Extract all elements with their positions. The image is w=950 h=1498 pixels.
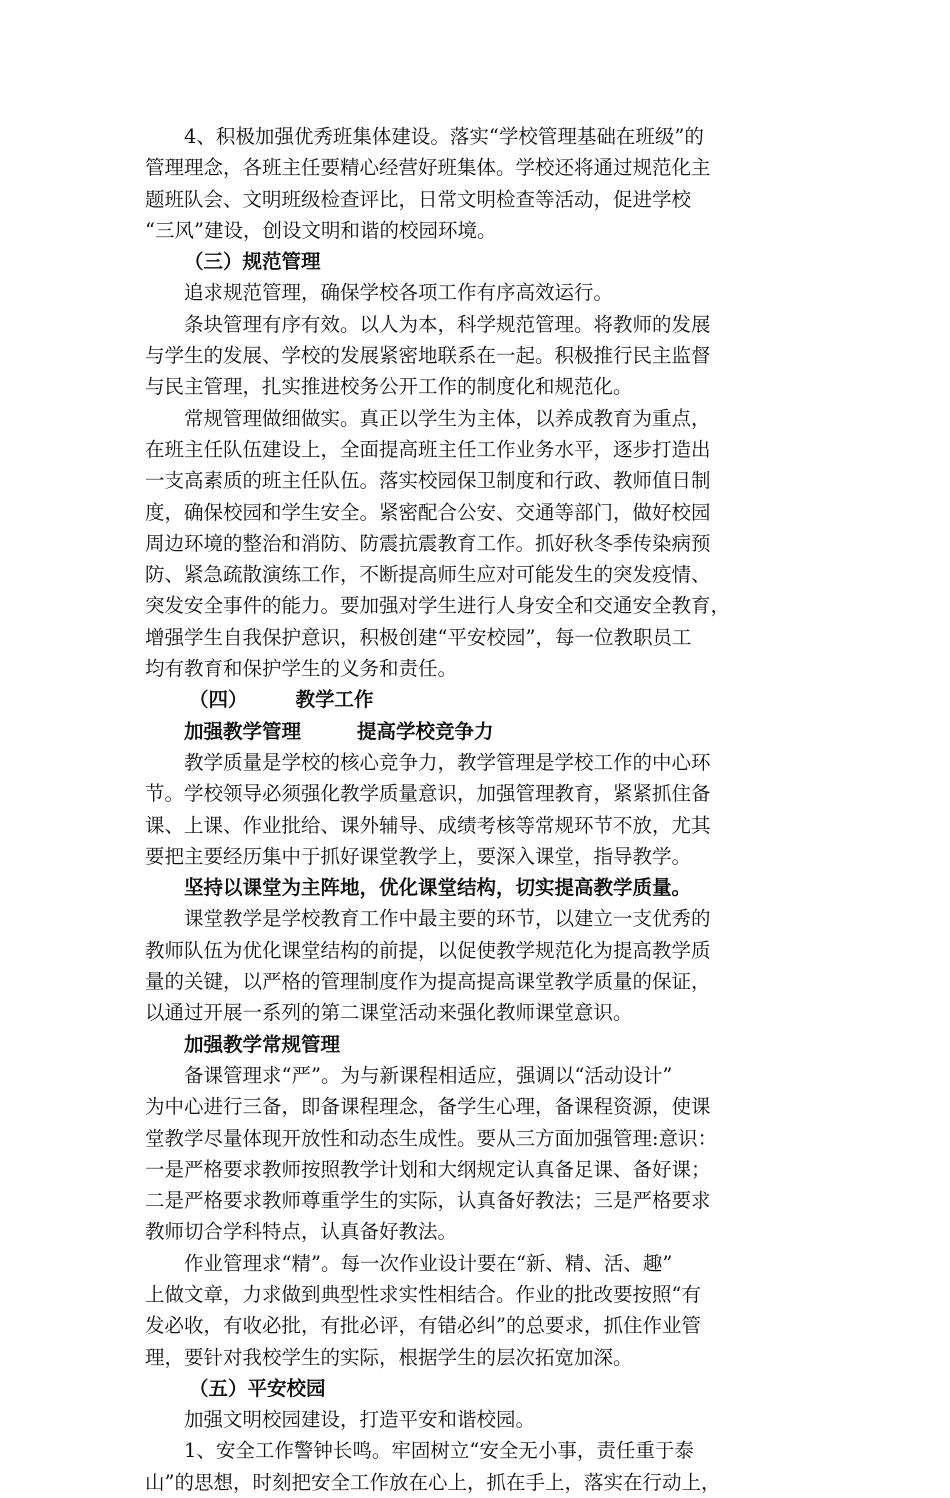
paragraph-line: 作业管理求“精”。每一次作业设计要在“新、精、活、趣”	[184, 1251, 673, 1275]
paragraph-line: 一支高素质的班主任队伍。落实校园保卫制度和行政、教师值日制	[145, 469, 711, 493]
paragraph-line: 堂教学尽量体现开放性和动态生成性。要从三方面加强管理:意识：	[145, 1126, 718, 1150]
section-number: （四）	[189, 688, 248, 712]
paragraph-line: 条块管理有序有效。以人为本，科学规范管理。将教师的发展	[184, 312, 711, 336]
paragraph-line: 量的关键，以严格的管理制度作为提高提高课堂教学质量的保证，	[145, 970, 711, 994]
paragraph-line: 节。学校领导必须强化教学质量意识，加强管理教育，紧紧抓住备	[145, 782, 711, 806]
paragraph-line: 上做文章，力求做到典型性求实性相结合。作业的批改要按照“有	[145, 1282, 701, 1306]
paragraph-line: 为中心进行三备，即备课程理念，备学生心理，备课程资源，使课	[145, 1095, 711, 1119]
paragraph-line: 教师队伍为优化课堂结构的前提，以促使教学规范化为提高教学质	[145, 938, 711, 962]
paragraph-line: 教学质量是学校的核心竞争力，教学管理是学校工作的中心环	[184, 750, 711, 774]
paragraph-line: 周边环境的整治和消防、防震抗震教育工作。抓好秋冬季传染病预	[145, 531, 711, 555]
section-title: 教学工作	[295, 688, 374, 712]
section-heading	[145, 684, 805, 715]
paragraph-line: 防、紧急疏散演练工作，不断提高师生应对可能发生的突发疫情、	[145, 563, 711, 587]
paragraph-line: 均有教育和保护学生的义务和责任。	[145, 657, 458, 681]
paragraph-line: 1、安全工作警钟长鸣。牢固树立“安全无小事，责任重于泰	[184, 1439, 694, 1463]
section-heading: （三）规范管理	[184, 250, 321, 274]
paragraph-line: 度，确保校园和学生安全。紧密配合公安、交通等部门，做好校园	[145, 500, 711, 524]
paragraph-line: 增强学生自我保护意识，积极创建“平安校园”，每一位教职员工	[145, 625, 692, 649]
paragraph-line: 山”的思想，时刻把安全工作放在心上，抓在手上，落实在行动上，	[145, 1470, 721, 1494]
paragraph-line: 追求规范管理，确保学校各项工作有序高效运行。	[184, 281, 614, 305]
paragraph-line: 题班队会、文明班级检查评比，日常文明检查等活动，促进学校	[145, 187, 692, 211]
paragraph-line: 要把主要经历集中于抓好课堂教学上，要深入课堂，指导教学。	[145, 844, 692, 868]
paragraph-line: 发必收，有收必批，有批必评，有错必纠”的总要求，抓住作业管	[145, 1314, 701, 1338]
paragraph-line: 突发安全事件的能力。要加强对学生进行人身安全和交通安全教育，	[145, 594, 731, 618]
paragraph-line: 常规管理做细做实。真正以学生为主体，以养成教育为重点，	[184, 406, 711, 430]
paragraph-line: 4、积极加强优秀班集体建设。落实“学校管理基础在班级”的	[184, 125, 704, 148]
subheading-part: 提高学校竞争力	[357, 719, 494, 743]
paragraph-line: 与学生的发展、学校的发展紧密地联系在一起。积极推行民主监督	[145, 344, 711, 368]
section-heading: （五）平安校园	[189, 1376, 326, 1400]
paragraph-line: 备课管理求“严”。为与新课程相适应，强调以“活动设计”	[184, 1063, 673, 1087]
subheading	[145, 716, 805, 747]
paragraph-line: 与民主管理，扎实推进校务公开工作的制度化和规范化。	[145, 375, 633, 399]
paragraph-line: 加强文明校园建设，打造平安和谐校园。	[184, 1408, 536, 1432]
paragraph-line: 以通过开展一系列的第二课堂活动来强化教师课堂意识。	[145, 1001, 633, 1025]
paragraph-line: 一是严格要求教师按照教学计划和大纲规定认真备足课、备好课；	[145, 1157, 711, 1181]
paragraph-line: 教师切合学科特点，认真备好教法。	[145, 1220, 458, 1244]
document-body	[145, 121, 805, 1498]
paragraph-line: 课、上课、作业批给、课外辅导、成绩考核等常规环节不放，尤其	[145, 813, 711, 837]
subheading-part: 加强教学管理	[184, 719, 302, 743]
paragraph-line: 管理理念，各班主任要精心经营好班集体。学校还将通过规范化主	[145, 156, 711, 180]
subheading: 加强教学常规管理	[184, 1032, 341, 1056]
paragraph-line: 二是严格要求教师尊重学生的实际，认真备好教法；三是严格要求	[145, 1189, 711, 1213]
paragraph-line: 课堂教学是学校教育工作中最主要的环节，以建立一支优秀的	[184, 907, 711, 931]
paragraph-line: 在班主任队伍建设上，全面提高班主任工作业务水平，逐步打造出	[145, 437, 711, 461]
paragraph-line: “三风”建设，创设文明和谐的校园环境。	[145, 218, 497, 242]
paragraph-line: 理，要针对我校学生的实际，根据学生的层次拓宽加深。	[145, 1345, 633, 1369]
subheading: 坚持以课堂为主阵地，优化课堂结构，切实提高教学质量。	[184, 876, 692, 900]
